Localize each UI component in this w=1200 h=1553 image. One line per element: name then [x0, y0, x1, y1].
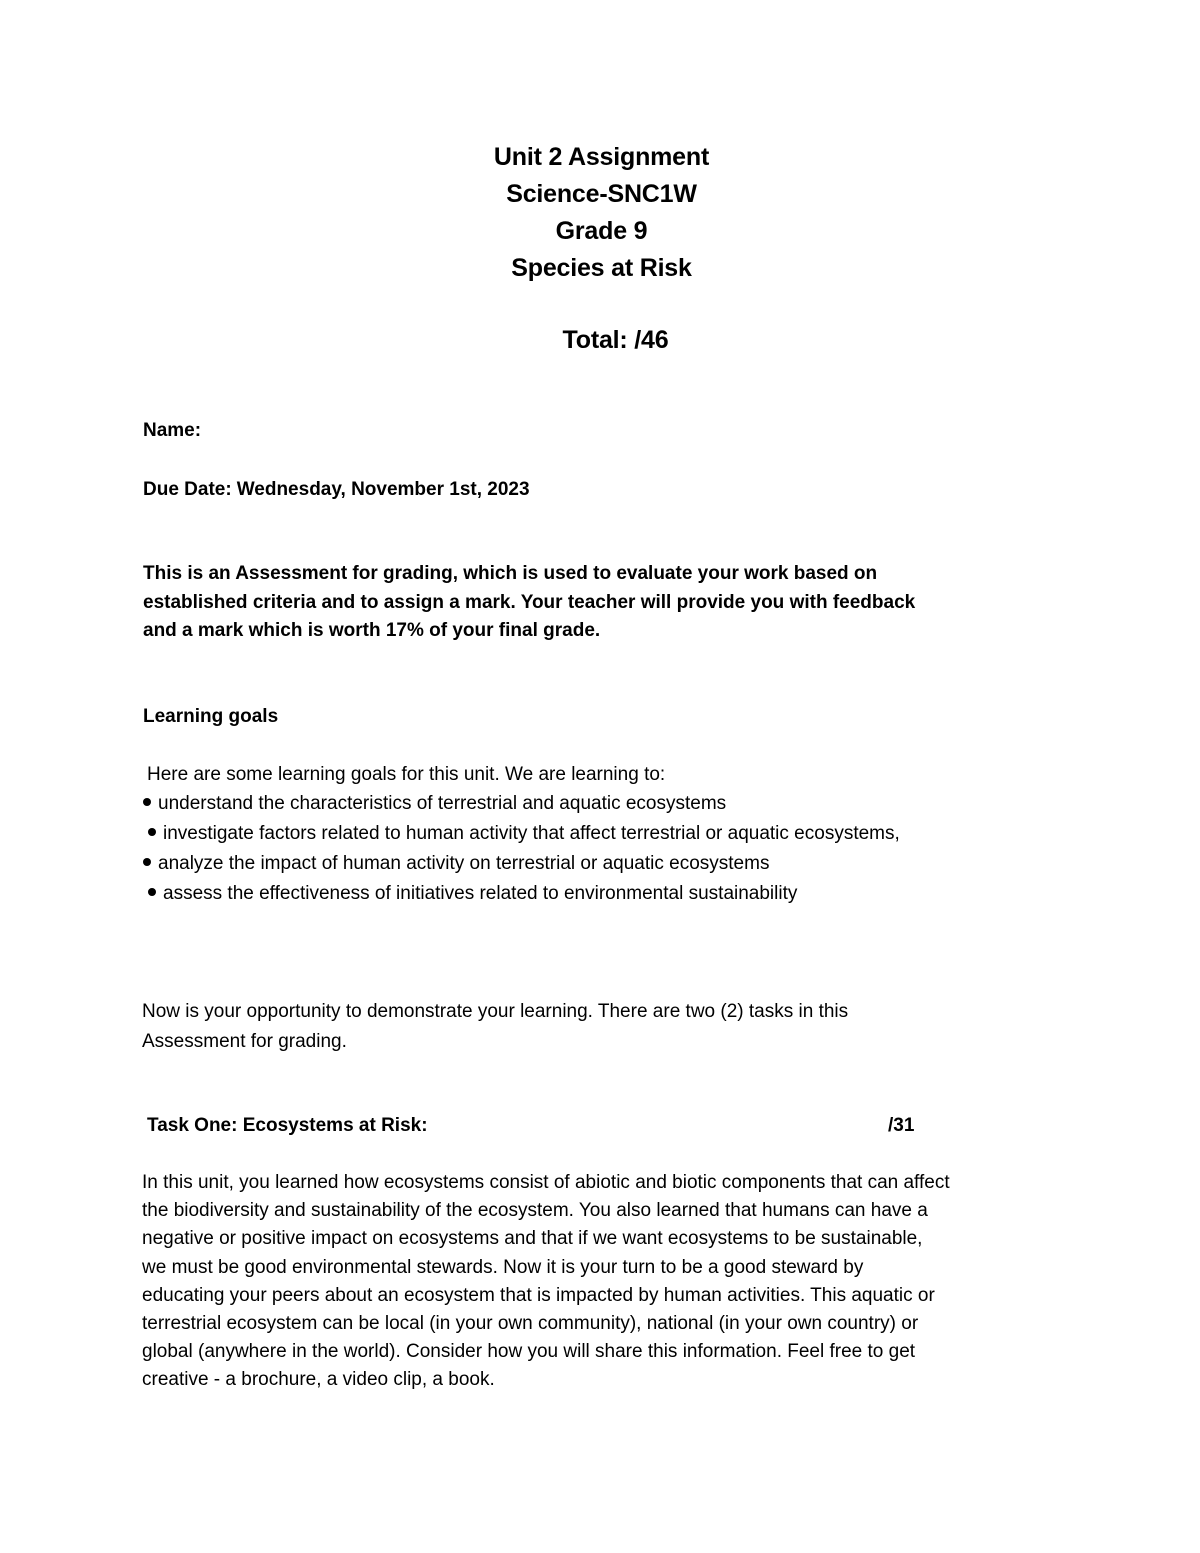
assessment-notice	[143, 560, 1043, 646]
opportunity-paragraph	[142, 997, 982, 1057]
learning-goal-text: analyze the impact of human activity on terrestrial or aquatic ecosystems	[158, 853, 770, 874]
opportunity-line: Now is your opportunity to demonstrate your learning. There are two (2) tasks in this	[142, 1001, 849, 1022]
learning-goals-heading: Learning goals	[143, 706, 279, 727]
notice-line: This is an Assessment for grading, which is used to evaluate your work based on	[143, 563, 878, 584]
task-one-line: we must be good environmental stewards. Now it is your turn to be a good steward by	[142, 1256, 864, 1278]
task-one-heading	[147, 1112, 927, 1140]
task-one-line: terrestrial ecosystem can be local (in your own community), national (in your own country) or	[142, 1313, 919, 1335]
name-field	[143, 417, 201, 445]
learning-goals-list	[143, 789, 900, 909]
learning-goal-text: assess the effectiveness of initiatives related to environmental sustainability	[163, 883, 798, 904]
task-one-score: /31	[888, 1115, 915, 1136]
learning-goal-item	[143, 819, 900, 849]
learning-goal-item	[143, 849, 900, 879]
task-one-line: global (anywhere in the world). Consider how you will share this information. Feel free to get	[142, 1341, 916, 1363]
task-one-line: negative or positive impact on ecosystems and that if we want ecosystems to be sustainable,	[142, 1228, 923, 1250]
due-date-field	[143, 476, 530, 504]
notice-line: established criteria and to assign a mark. Your teacher will provide you with feedback	[143, 591, 916, 613]
opportunity-line: Assessment for grading.	[142, 1031, 347, 1052]
grade-level: Grade 9	[555, 217, 648, 245]
task-one-line: educating your peers about an ecosystem that is impacted by human activities. This aquatic or	[142, 1284, 935, 1306]
unit-title: Unit 2 Assignment	[493, 143, 710, 171]
bullet-icon	[143, 858, 151, 866]
learning-goal-item	[143, 789, 900, 819]
learning-goal-text: investigate factors related to human activity that affect terrestrial or aquatic ecosystems,	[163, 823, 900, 844]
bullet-icon	[148, 828, 156, 836]
assignment-topic: Species at Risk	[511, 254, 692, 282]
task-one-line: In this unit, you learned how ecosystems consist of abiotic and biotic components that can affect	[142, 1172, 950, 1193]
task-one-description	[142, 1169, 1082, 1395]
course-code: Science-SNC1W	[506, 180, 697, 208]
name-label: Name:	[143, 420, 202, 441]
due-date-value: Wednesday, November 1st, 2023	[236, 479, 530, 500]
total-marks: Total: /46	[562, 326, 669, 354]
notice-line: and a mark which is worth 17% of your final grade.	[143, 620, 601, 641]
due-date-label: Due Date:	[143, 479, 232, 500]
learning-goal-text: understand the characteristics of terrestrial and aquatic ecosystems	[158, 793, 727, 814]
task-one-title: Task One: Ecosystems at Risk:	[147, 1115, 428, 1136]
learning-goals-intro: Here are some learning goals for this unit. We are learning to:	[147, 764, 666, 785]
bullet-icon	[143, 798, 151, 806]
learning-goal-item	[143, 879, 900, 909]
bullet-icon	[148, 888, 156, 896]
title-block	[0, 139, 1200, 287]
task-one-line: creative - a brochure, a video clip, a book.	[142, 1369, 495, 1391]
task-one-line: the biodiversity and sustainability of the ecosystem. You also learned that humans can have a	[142, 1200, 928, 1222]
